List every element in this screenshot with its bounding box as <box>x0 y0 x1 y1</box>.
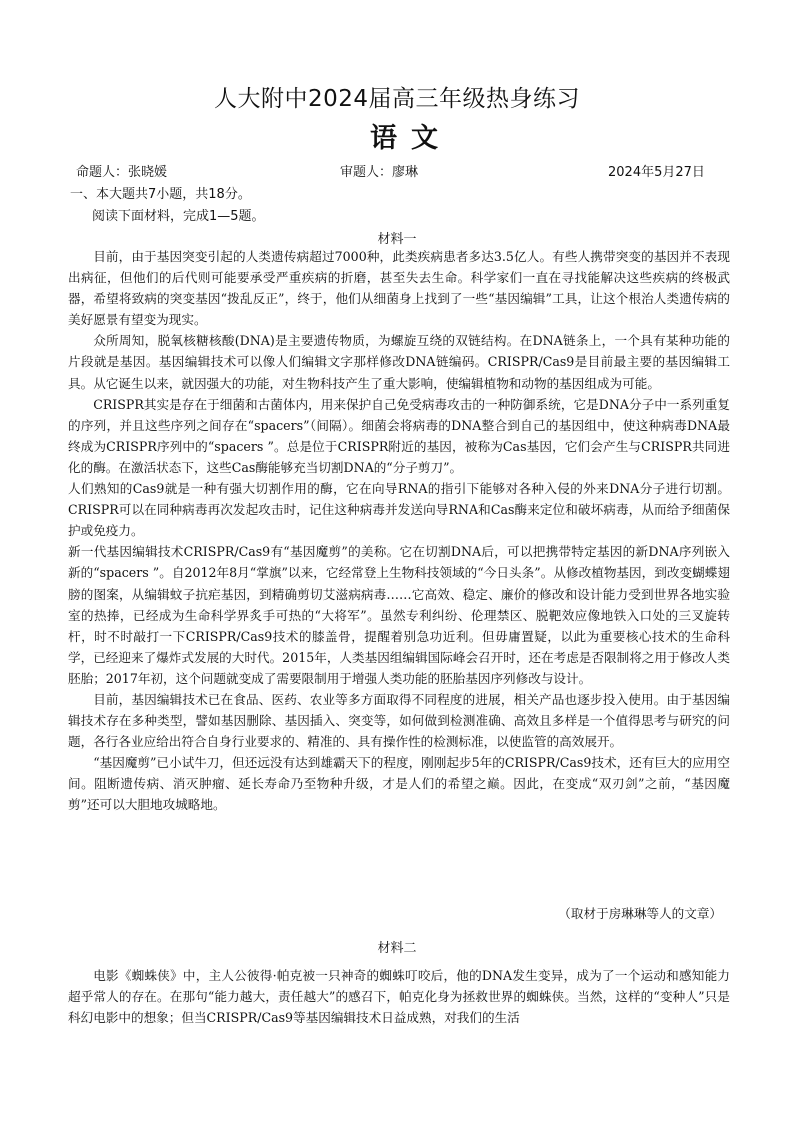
material-1-paragraph: 新一代基因编辑技术CRISPR/Cas9有“基因魔剪”的美称。它在切割DNA后，可以把携带特定基因的新DNA序列嵌入新的“spacers ”。自2012年8月“掌旗”以来，它经常登上生物科技领域的“今日头条”。从修改植物基因，到改变蝴蝶翅膀的图案，从编辑蚊子抗疟基因，到精确剪切艾滋病病毒……它高效、稳定、廉价的修改和设计能力受到世界各地实验室的热捧，已经成为生命科学界炙手可热的“大将军”。虽然专利纠纷、伦理禁区、脱靶效应像地铁入口处的三叉旋转杆，时不时敲打一下CRISPR/Cas9技术的膝盖骨，提醒着别急功近利。但毋庸置疑，以此为重要核心技术的生命科学，已经迎来了爆炸式发展的大时代。2015年，人类基因组编辑国际峰会召开时，还在考虑是否限制将之用于修改人类胚胎；2017年初，这个问题就变成了需要限制用于增强人类功能的胚胎基因序列修改与设计。 <box>68 544 730 686</box>
exam-date: 2024年5月27日 <box>608 165 705 180</box>
material-1-paragraph: 目前，基因编辑技术已在食品、医药、农业等多方面取得不同程度的进展，相关产品也逐步投入使用。由于基因编辑技术存在多种类型，譬如基因删除、基因插入、突变等，如何做到检测准确、高效且多样是一个值得思考与研究的问题，各行各业应给出符合自身行业要求的、精准的、具有操作性的检测标准，以使监管的高效展开。 <box>68 691 730 750</box>
material-1-paragraph: 人们熟知的Cas9就是一种有强大切割作用的酶，它在向导RNA的指引下能够对各种入侵的外来DNA分子进行切割。CRISPR可以在同种病毒再次发起攻击时，记住这种病毒并发送向导RNA和Cas酶来定位和破坏病毒，从而给予细菌保护或免疫力。 <box>68 481 730 539</box>
material-2-paragraph: 电影《蜘蛛侠》中，主人公彼得·帕克被一只神奇的蜘蛛叮咬后，他的DNA发生变异，成为了一个运动和感知能力超乎常人的存在。在那句“能力越大，责任越大”的感召下，帕克化身为拯救世界的蜘蛛侠。当然，这样的“变种人”只是科幻电影中的想象；但当CRISPR/Cas9等基因编辑技术日益成熟，对我们的生活 <box>68 968 730 1026</box>
material-2-body <box>68 965 730 1028</box>
exam-title: 人大附中2024届高三年级热身练习 <box>213 86 581 112</box>
material-1-paragraph: “基因魔剪”已小试牛刀，但还远没有达到雄霸天下的程度，刚刚起步5年的CRISPR/Cas9技术，还有巨大的应用空间。阻断遗传病、消灭肿瘤、延长寿命乃至物种升级，才是人们的希望之巅。因此，在变成“双刃剑”之前，“基因魔剪”还可以大胆地攻城略地。 <box>68 755 730 813</box>
setter-label: 命题人：张晓媛 <box>76 165 168 180</box>
reading-instruction: 阅读下面材料，完成1—5题。 <box>92 209 265 224</box>
section-heading: 一、本大题共7小题，共18分。 <box>70 187 251 202</box>
material-1-body <box>68 246 730 816</box>
material-1-paragraph: 目前，由于基因突变引起的人类遗传病超过7000种，此类疾病患者多达3.5亿人。有些人携带突变的基因并不表现出病征，但他们的后代则可能要承受严重疾病的折磨，甚至失去生命。科学家们一直在寻找能解决这些疾病的终极武器，希望将致病的突变基因“拨乱反正”，终于，他们从细菌身上找到了一些“基因编辑”工具，让这个根治人类遗传病的美好愿景有望变为现实。 <box>68 249 730 328</box>
material-1-title: 材料一 <box>377 232 417 247</box>
material-1-paragraph: CRISPR其实是存在于细菌和古菌体内，用来保护自己免受病毒攻击的一种防御系统，它是DNA分子中一系列重复的序列，并且这些序列之间存在“spacers”（间隔）。细菌会将病毒的DNA整合到自己的基因组中，使这种病毒DNA最终成为CRISPR序列中的“spacers ”。总是位于CRISPR附近的基因，被称为Cas基因，它们会产生与CRISPR共同进化的酶。在激活状态下，这些Cas酶能够充当切割DNA的“分子剪刀”。 <box>68 396 730 475</box>
material-2-title: 材料二 <box>377 941 417 956</box>
reviewer-label: 审题人：廖琳 <box>340 165 419 180</box>
material-1-paragraph: 众所周知，脱氧核糖核酸(DNA)是主要遗传物质，为螺旋互绕的双链结构。在DNA链条上，一个具有某种功能的片段就是基因。基因编辑技术可以像人们编辑文字那样修改DNA链编码。CRISPR/Cas9是目前最主要的基因编辑工具。从它诞生以来，就因强大的功能，对生物科技产生了重大影响，使编辑植物和动物的基因组成为可能。 <box>68 333 730 391</box>
subject-title: 语文 <box>370 123 452 154</box>
material-1-source: （取材于房琳琳等人的文章） <box>558 906 722 921</box>
